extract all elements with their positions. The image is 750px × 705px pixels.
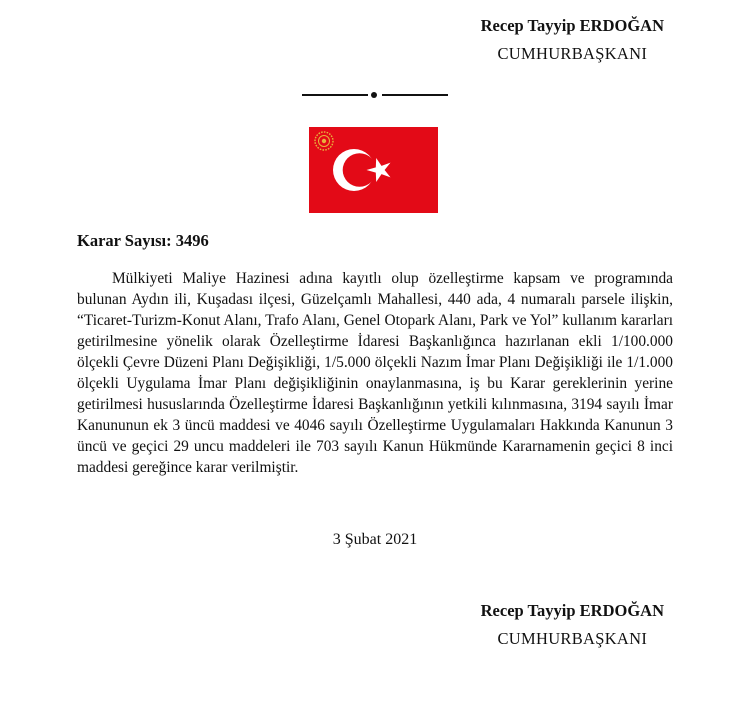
signatory-title: CUMHURBAŞKANI xyxy=(497,44,648,63)
signature-top xyxy=(481,16,664,64)
divider-line-left xyxy=(302,94,368,96)
decision-body: Mülkiyeti Maliye Hazinesi adına kayıtlı olup özelleştirme kapsam ve programında bulunan Aydın ili, Kuşadası ilçesi, Güzelçamlı Mahallesi, 440 ada, 4 numaralı parsele ilişkin, “Ticaret-Turizm-Konut Alanı, Trafo Alanı, Genel Otopark Alanı, Park ve Yol” kullanım kararları getirilmesine yönelik olarak Özelleştirme İdaresi Başkanlığınca hazırlanan ekli 1/100.000 ölçekli Çevre Düzeni Planı Değişikliği, 1/5.000 ölçekli Nazım İmar Planı Değişikliği ile 1/1.000 ölçekli Uygulama İmar Planı değişikliğinin onaylanmasına, iş bu Karar gereklerinin yerine getirilmesi hususlarında Özelleştirme İdaresi Başkanlığının yetkili kılınmasına, 3194 sayılı İmar Kanununun ek 3 üncü maddesi ve 4046 sayılı Özelleştirme Uygulamaları Hakkında Kanunun 3 üncü ve geçici 29 uncu maddeleri ile 703 sayılı Kanun Hükmünde Kararnamenin geçici 8 inci maddesi gereğince karar verilmiştir. xyxy=(77,270,673,476)
signatory-title: CUMHURBAŞKANI xyxy=(497,629,648,648)
turkish-flag-seal xyxy=(309,127,438,213)
signature-bottom xyxy=(481,601,664,649)
section-divider xyxy=(302,93,448,97)
divider-dot xyxy=(371,92,377,98)
decision-date: 3 Şubat 2021 xyxy=(332,531,418,548)
decision-number: Karar Sayısı: 3496 xyxy=(77,231,209,250)
signatory-name: Recep Tayyip ERDOĞAN xyxy=(480,16,664,35)
divider-line-right xyxy=(382,94,448,96)
signatory-name: Recep Tayyip ERDOĞAN xyxy=(480,601,664,620)
